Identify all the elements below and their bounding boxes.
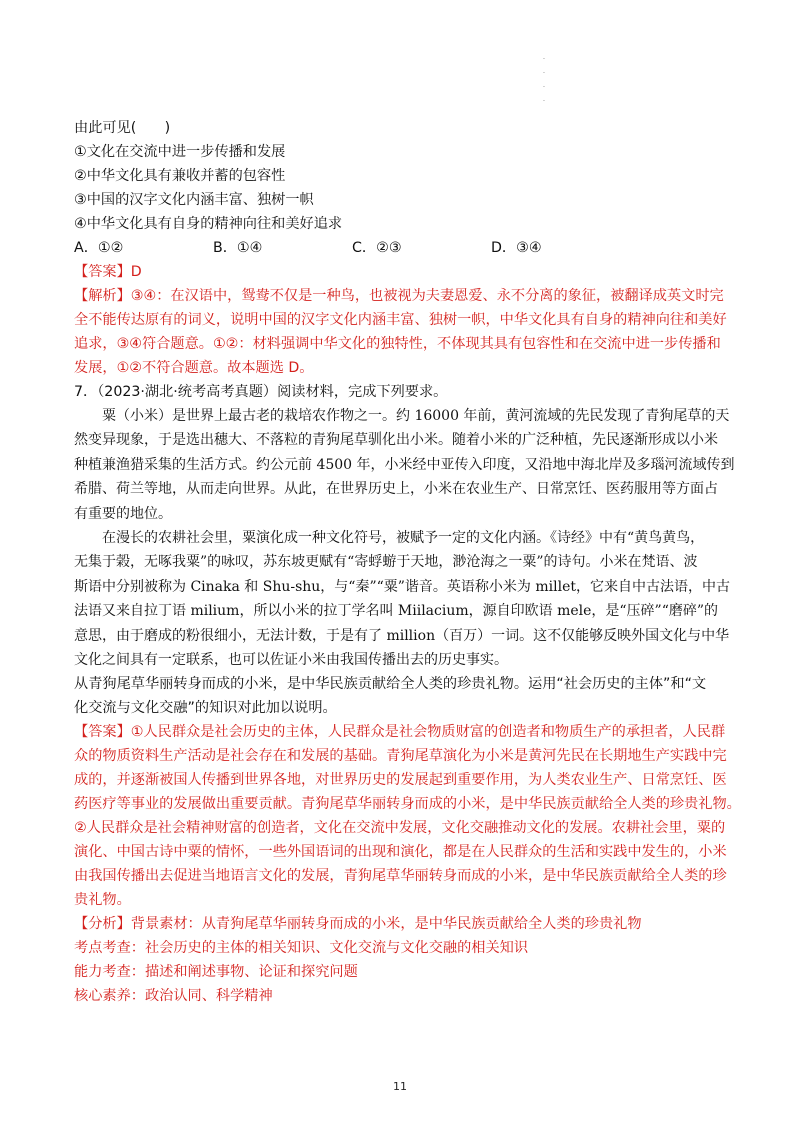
header-dot: · (542, 55, 546, 63)
material-line: 粟（小米）是世界上最古老的栽培农作物之一。约 16000 年前，黄河流域的先民发现了青狗尾草的天 (102, 408, 730, 424)
q7-answer-line: 药医疗等事业的发展做出重要贡献。青狗尾草华丽转身而成的小米，是中华民族贡献给全人类的珍贵礼物。 (74, 796, 741, 813)
material-line: 种植兼渔猎采集的生活方式。约公元前 4500 年，小米经中亚传入印度，又沿地中海北岸及多瑙河流域传到 (74, 456, 735, 473)
header-dot: · (542, 83, 546, 91)
q6-analysis-line: 追求，③④符合题意。①②：材料强调中华文化的独特性，不体现其具有包容性和在交流中进一步传播和 (74, 336, 721, 352)
material-line: 希腊、荷兰等地，从而走向世界。从此，在世界历史上，小米在农业生产、日常烹饪、医药服用等方面占 (74, 481, 718, 498)
option-d: D．③④ (491, 240, 542, 256)
material-line: 在漫长的农耕社会里，粟演化成一种文化符号，被赋予一定的文化内涵。《诗经》中有“黄鸟黄鸟， (102, 530, 705, 547)
header-dot: · (542, 69, 546, 77)
statement-3: ③中国的汉字文化内涵丰富、独树一帜 (74, 192, 314, 208)
q7-answer-line: 众的物质资料生产活动是社会存在和发展的基础。青狗尾草演化为小米是黄河先民在长期地生产实践中完 (74, 748, 727, 765)
q7-prompt-line: 化交流与文化交融”的知识对此加以说明。 (74, 700, 337, 717)
q6-analysis-line: 发展，①②不符合题意。故本题选 D。 (74, 360, 314, 376)
q7-answer-line: 由我国传播出去促进当地语言文化的发展，青狗尾草华丽转身而成的小米，是中华民族贡献给全人类的珍 (74, 868, 727, 885)
material-line: 然变异现象，于是选出穗大、不落粒的青狗尾草驯化出小米。随着小米的广泛种植，先民逐渐形成以小米 (74, 432, 718, 449)
header-dot: · (542, 97, 546, 105)
q7-answer-line: 演化、中国古诗中粟的情怀，一些外国语词的出现和演化，都是在人民群众的生活和实践中发生的，小米 (74, 844, 727, 861)
q7-focus-line: 能力考查：描述和阐述事物、论证和探究问题 (74, 964, 358, 981)
q7-answer-line: 【答案】①人民群众是社会历史的主体，人民群众是社会物质财富的创造者和物质生产的承担者，人民群 (74, 724, 726, 741)
q7-answer (74, 720, 741, 912)
material-line: 文化之间具有一定联系，也可以佐证小米由我国传播出去的历史事实。 (74, 652, 508, 669)
q7-focus-line: 核心素养：政治认同、科学精神 (74, 988, 273, 1005)
statement-2: ②中华文化具有兼收并蓄的包容性 (74, 168, 286, 184)
statement-1: ①文化在交流中进一步传播和发展 (74, 144, 286, 160)
q7-analysis: 【分析】背景素材：从青狗尾草华丽转身而成的小米，是中华民族贡献给全人类的珍贵礼物 (74, 916, 642, 933)
material-line: 法语又来自拉丁语 milium，所以小米的拉丁学名叫 Miilacium，源自印欧语 mele，是“压碎”“磨碎”的 (74, 603, 719, 620)
q6-answer: 【答案】D (74, 264, 142, 280)
option-c: C．②③ (352, 240, 402, 256)
material-line: 有重要的地位。 (74, 505, 172, 522)
q6-analysis-line: 【解析】③④：在汉语中，鸳鸯不仅是一种鸟，也被视为夫妻恩爱、永不分离的象征，被翻译成英文时完 (74, 288, 724, 304)
header-dots (541, 52, 547, 108)
q7-header: 7．（2023·湖北·统考高考真题）阅读材料，完成下列要求。 (74, 384, 448, 400)
material-paragraph-1 (74, 404, 735, 526)
material-paragraph-2 (74, 526, 731, 672)
answer-options (74, 236, 728, 260)
q7-answer-line: ②人民群众是社会精神财富的创造者，文化在交流中发展，文化交融推动文化的发展。农耕社会里，粟的 (74, 820, 726, 837)
statement-4: ④中华文化具有自身的精神向往和美好追求 (74, 216, 343, 232)
material-line: 无集于榖，无啄我粟”的咏叹，苏东坡更赋有“寄蜉蝣于天地，渺沧海之一粟”的诗句。小米在梵语、波 (74, 554, 698, 571)
page-number: 11 (393, 1080, 407, 1093)
q6-analysis-line: 全不能传达原有的词义，说明中国的汉字文化内涵丰富、独树一帜，中华文化具有自身的精神向往和美好 (74, 312, 727, 328)
option-a: A．①② (74, 240, 124, 256)
material-line: 意思，由于磨成的粉很细小，无法计数，于是有了 million（百万）一词。这不仅能够反映外国文化与中华 (74, 627, 730, 644)
q7-focus-line: 考点考查：社会历史的主体的相关知识、文化交流与文化交融的相关知识 (74, 940, 529, 957)
material-line: 斯语中分别被称为 Cinaka 和 Shu-shu，与“秦”“粟”谐音。英语称小米为 millet，它来自中古法语，中古 (74, 578, 731, 595)
document-body (74, 116, 741, 1008)
q7-answer-line: 贵礼物。 (74, 892, 131, 909)
q7-prompt-line: 从青狗尾草华丽转身而成的小米，是中华民族贡献给全人类的珍贵礼物。运用“社会历史的主体”和“文 (74, 676, 707, 693)
q7-answer-line: 成的，并逐渐被国人传播到世界各地，对世界历史的发展起到重要作用，为人类农业生产、日常烹饪、医 (74, 772, 727, 789)
option-b: B．①④ (213, 240, 263, 256)
question-stem: 由此可见( ) (74, 120, 171, 136)
